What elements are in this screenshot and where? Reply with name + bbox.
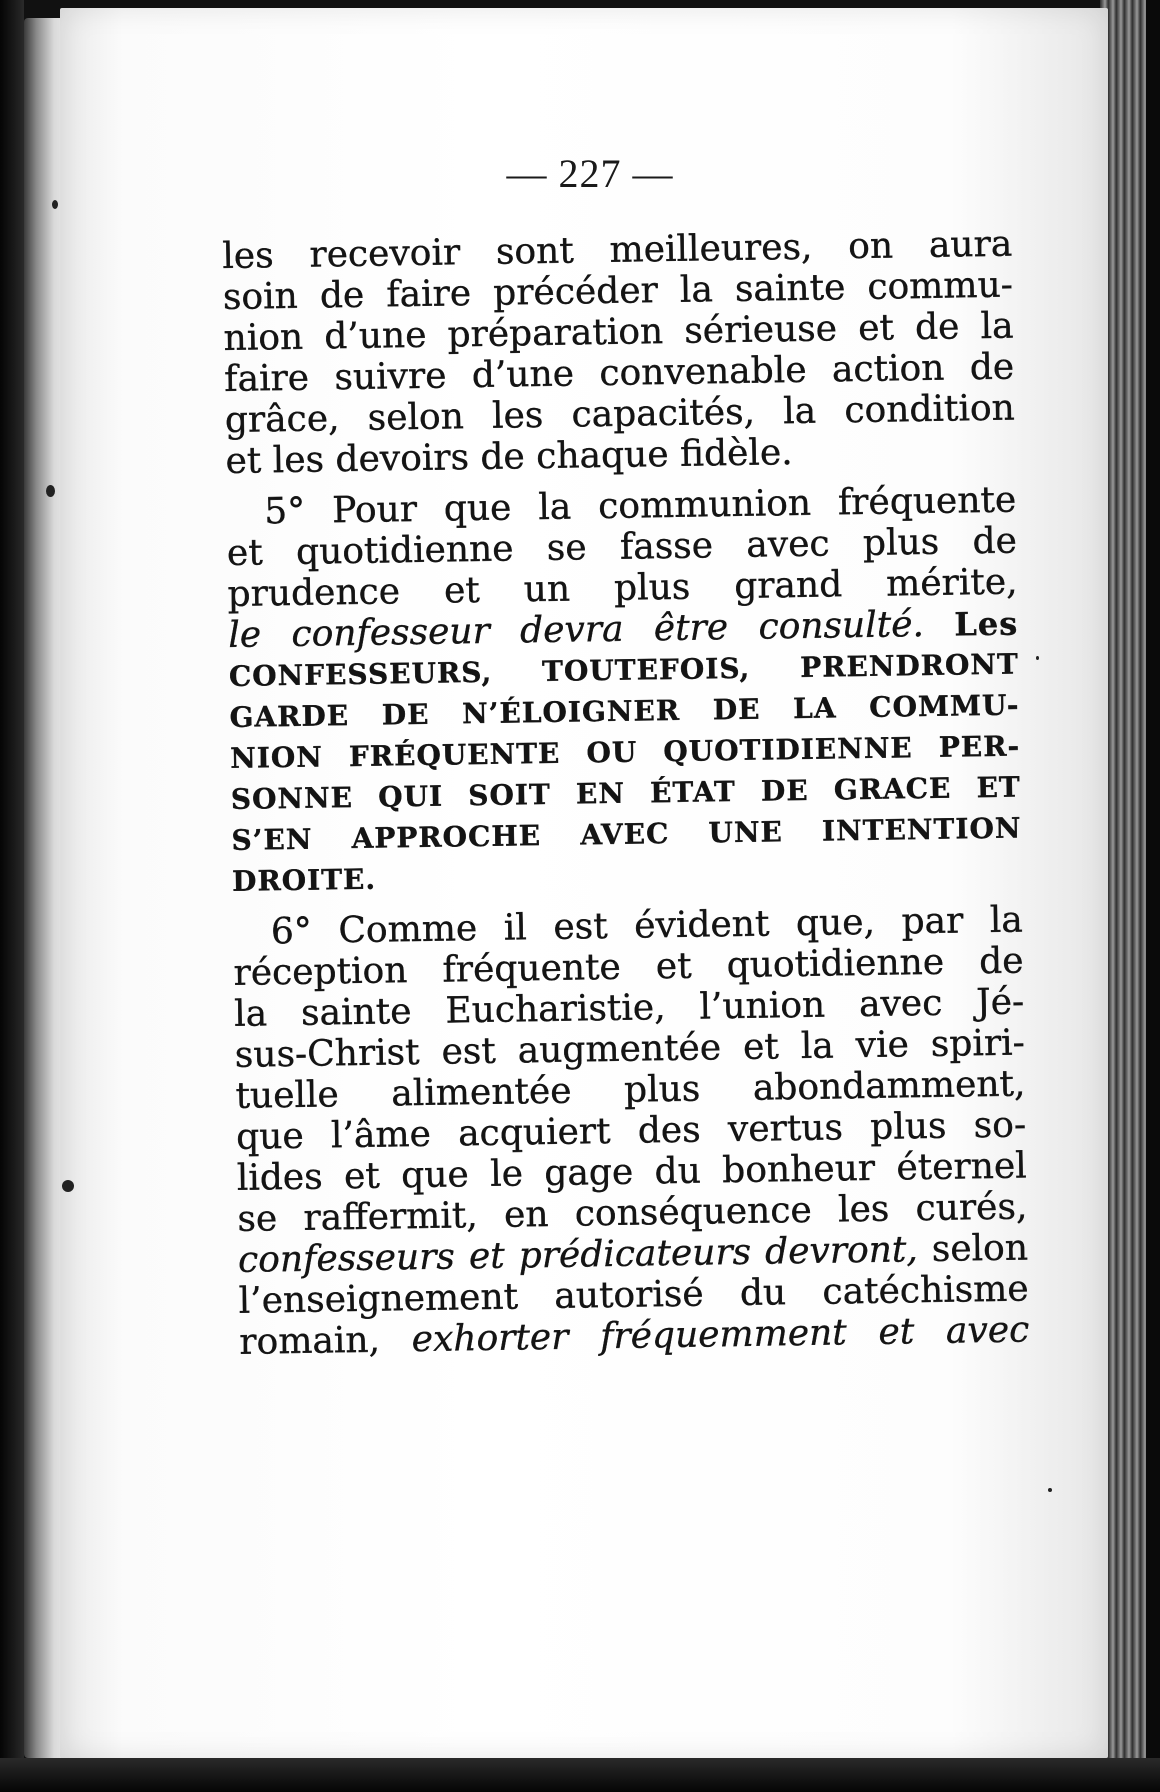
small-caps-line: GARDE DE N’ÉLOIGNER DE LA COMMU-	[229, 688, 1020, 734]
italic-phrase: confesseurs et prédicateurs devront,	[237, 1229, 919, 1281]
text-line: lides et que le gage du bonheur éternel	[236, 1145, 1028, 1199]
book-binding	[0, 0, 24, 1792]
text-line: faire suivre d’une convenable action de	[223, 346, 1015, 400]
text-line: et quotidienne se fasse avec plus de	[226, 520, 1018, 574]
paper-speck	[1048, 1488, 1052, 1492]
small-caps-line: SONNE QUI SOIT EN ÉTAT DE GRACE ET	[230, 770, 1022, 816]
paper-speck	[52, 200, 58, 209]
text-line: 6° Comme il est évident que, par la	[270, 899, 1024, 953]
text-fragment: selon	[931, 1227, 1029, 1270]
text-line: sus-Christ est augmentée et la vie spiri-	[234, 1022, 1026, 1076]
paper-speck	[62, 1180, 74, 1192]
small-caps-line: CONFESSEURS, TOUTEFOIS, PRENDRONT	[228, 647, 1020, 693]
text-line: que l’âme acquiert des vertus plus so-	[235, 1104, 1027, 1158]
paper-speck	[46, 485, 55, 497]
paper-speck	[1036, 656, 1039, 660]
right-binding-shadow	[1146, 0, 1160, 1792]
small-caps-line: NION FRÉQUENTE OU QUOTIDIENNE PER-	[229, 729, 1021, 775]
text-line: nion d’une préparation sérieuse et de la	[223, 305, 1014, 359]
text-line: l’enseignement autorisé du catéchisme	[238, 1268, 1029, 1322]
text-line: soin de faire précéder la sainte commu-	[222, 264, 1014, 318]
italic-phrase: exhorter fréquemment et avec	[411, 1309, 1030, 1361]
bottom-shadow	[0, 1758, 1160, 1792]
text-line: grâce, selon les capacités, la condition	[224, 387, 1016, 441]
text-line: se raffermit, en conséquence les curés,	[237, 1186, 1028, 1240]
italic-phrase: le confesseur devra être consulté.	[227, 604, 925, 656]
small-caps-line: S’EN APPROCHE AVEC UNE INTENTION	[231, 811, 1022, 857]
text-line: tuelle alimentée plus abondamment,	[235, 1063, 1026, 1117]
text-line: réception fréquente et quotidienne de	[233, 940, 1024, 994]
body-text	[222, 224, 1030, 1363]
text-line: prudence et un plus grand mérite,	[227, 561, 1018, 615]
text-fragment: romain,	[239, 1319, 381, 1363]
text-line: 5° Pour que la communion fréquente	[264, 479, 1017, 533]
small-caps-line: DROITE.	[231, 862, 377, 898]
text-line: les recevoir sont meilleures, on aura	[222, 223, 1013, 277]
page-number: — 227 —	[506, 151, 674, 196]
small-caps-word: Les	[954, 604, 1019, 644]
text-line: et les devoirs de chaque fidèle.	[225, 432, 793, 482]
text-line: la sainte Eucharistie, l’union avec Jé-	[233, 981, 1025, 1035]
